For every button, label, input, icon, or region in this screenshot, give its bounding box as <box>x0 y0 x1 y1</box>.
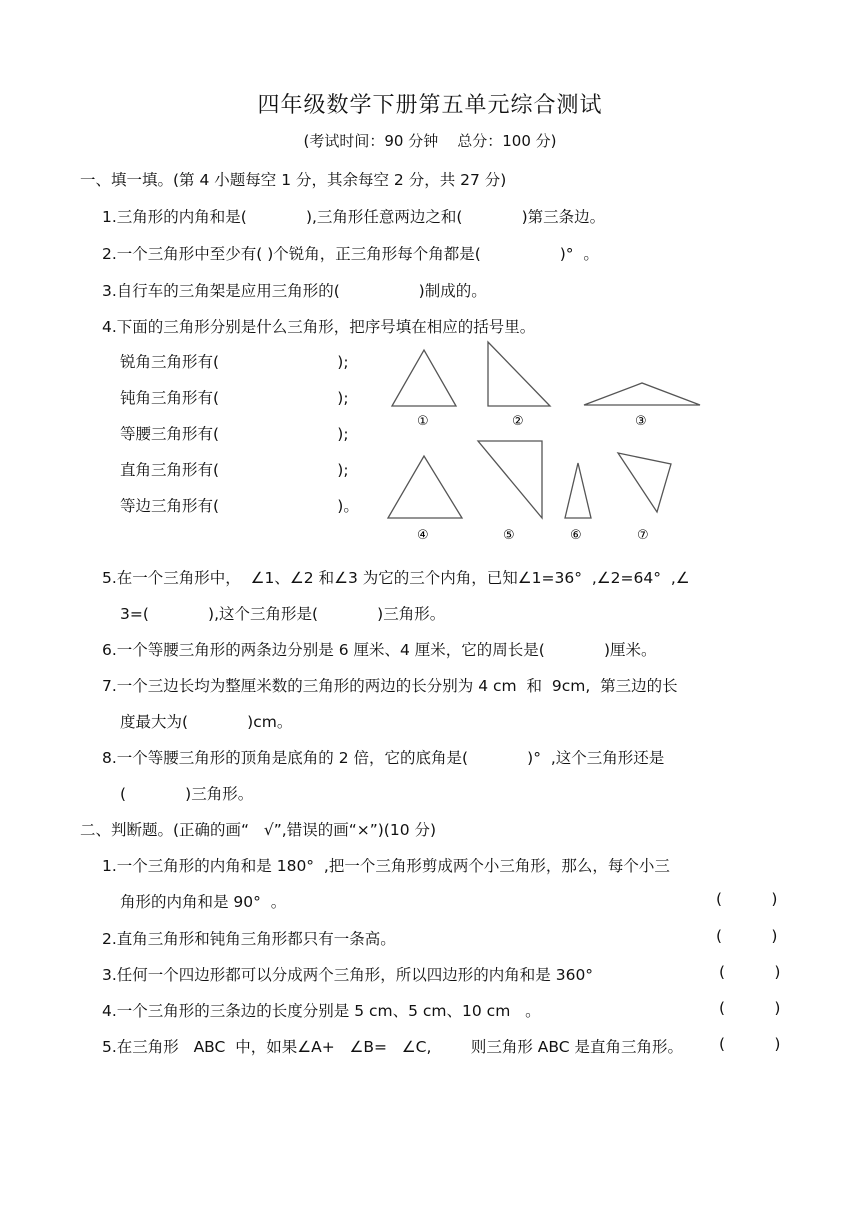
exam-info: (考试时间：90 分钟 总分：100 分) <box>303 132 557 150</box>
section2-heading: 二、判断题。(正确的画“ √”,错误的画“×”)(10 分) <box>80 821 437 839</box>
s1-question-8-line1: 8.一个等腰三角形的顶角是底角的 2 倍，它的底角是( )° ,这个三角形还是 <box>102 749 665 767</box>
figure-label-2: ② <box>512 414 524 429</box>
s1-question-2: 2.一个三角形中至少有( )个锐角，正三角形每个角都是( )° 。 <box>102 245 599 263</box>
section1-heading: 一、填一填。(第 4 小题每空 1 分，其余每空 2 分，共 27 分) <box>80 171 507 189</box>
figure-label-6: ⑥ <box>570 528 582 543</box>
s1-question-3: 3.自行车的三角架是应用三角形的( )制成的。 <box>102 282 487 300</box>
q4-item-equilateral: 等边三角形有( )。 <box>120 497 359 515</box>
answer-paren-2: ( ) <box>716 927 778 945</box>
triangle-5 <box>478 441 542 518</box>
answer-paren-1: ( ) <box>716 890 778 908</box>
triangle-7 <box>618 453 671 512</box>
figure-label-5: ⑤ <box>503 528 515 543</box>
answer-paren-4: ( ) <box>719 999 781 1017</box>
figure-label-7: ⑦ <box>637 528 649 543</box>
triangle-1 <box>392 350 456 406</box>
q4-item-isosceles: 等腰三角形有( ); <box>120 425 349 443</box>
s1-question-5-line2: 3=( ),这个三角形是( )三角形。 <box>120 605 446 623</box>
s2-question-5: 5.在三角形 ABC 中，如果∠A+ ∠B= ∠C, 则三角形 ABC 是直角三角形。 <box>102 1038 683 1056</box>
triangle-3 <box>584 383 700 405</box>
s2-question-1-line2: 角形的内角和是 90° 。 <box>120 893 287 911</box>
s1-question-1: 1.三角形的内角和是( ),三角形任意两边之和( )第三条边。 <box>102 208 606 226</box>
s1-question-8-line2: ( )三角形。 <box>120 785 254 803</box>
q4-item-acute: 锐角三角形有( ); <box>120 353 349 371</box>
q4-item-obtuse: 钝角三角形有( ); <box>120 389 349 407</box>
triangle-4 <box>388 456 462 518</box>
s2-question-4: 4.一个三角形的三条边的长度分别是 5 cm、5 cm、10 cm 。 <box>102 1002 541 1020</box>
s2-question-3: 3.任何一个四边形都可以分成两个三角形，所以四边形的内角和是 360° <box>102 966 594 984</box>
s1-question-7-line1: 7.一个三边长均为整厘米数的三角形的两边的长分别为 4 cm 和 9cm, 第三边的长 <box>102 677 678 695</box>
figure-label-4: ④ <box>417 528 429 543</box>
s1-question-4: 4.下面的三角形分别是什么三角形，把序号填在相应的括号里。 <box>102 318 536 336</box>
triangle-figures <box>375 338 715 548</box>
s1-question-7-line2: 度最大为( )cm。 <box>120 713 293 731</box>
s2-question-2: 2.直角三角形和钝角三角形都只有一条高。 <box>102 930 396 948</box>
page-title: 四年级数学下册第五单元综合测试 <box>257 93 603 118</box>
triangle-6 <box>565 463 591 518</box>
s2-question-1-line1: 1.一个三角形的内角和是 180° ,把一个三角形剪成两个小三角形，那么，每个小三 <box>102 857 670 875</box>
q4-item-right: 直角三角形有( ); <box>120 461 349 479</box>
s1-question-5-line1: 5.在一个三角形中， ∠1、∠2 和∠3 为它的三个内角，已知∠1=36° ,∠2=64° ,∠ <box>102 569 690 587</box>
s1-question-6: 6.一个等腰三角形的两条边分别是 6 厘米、4 厘米，它的周长是( )厘米。 <box>102 641 657 659</box>
answer-paren-5: ( ) <box>719 1035 781 1053</box>
answer-paren-3: ( ) <box>719 963 781 981</box>
figure-label-3: ③ <box>635 414 647 429</box>
triangle-2 <box>488 342 550 406</box>
figure-label-1: ① <box>417 414 429 429</box>
